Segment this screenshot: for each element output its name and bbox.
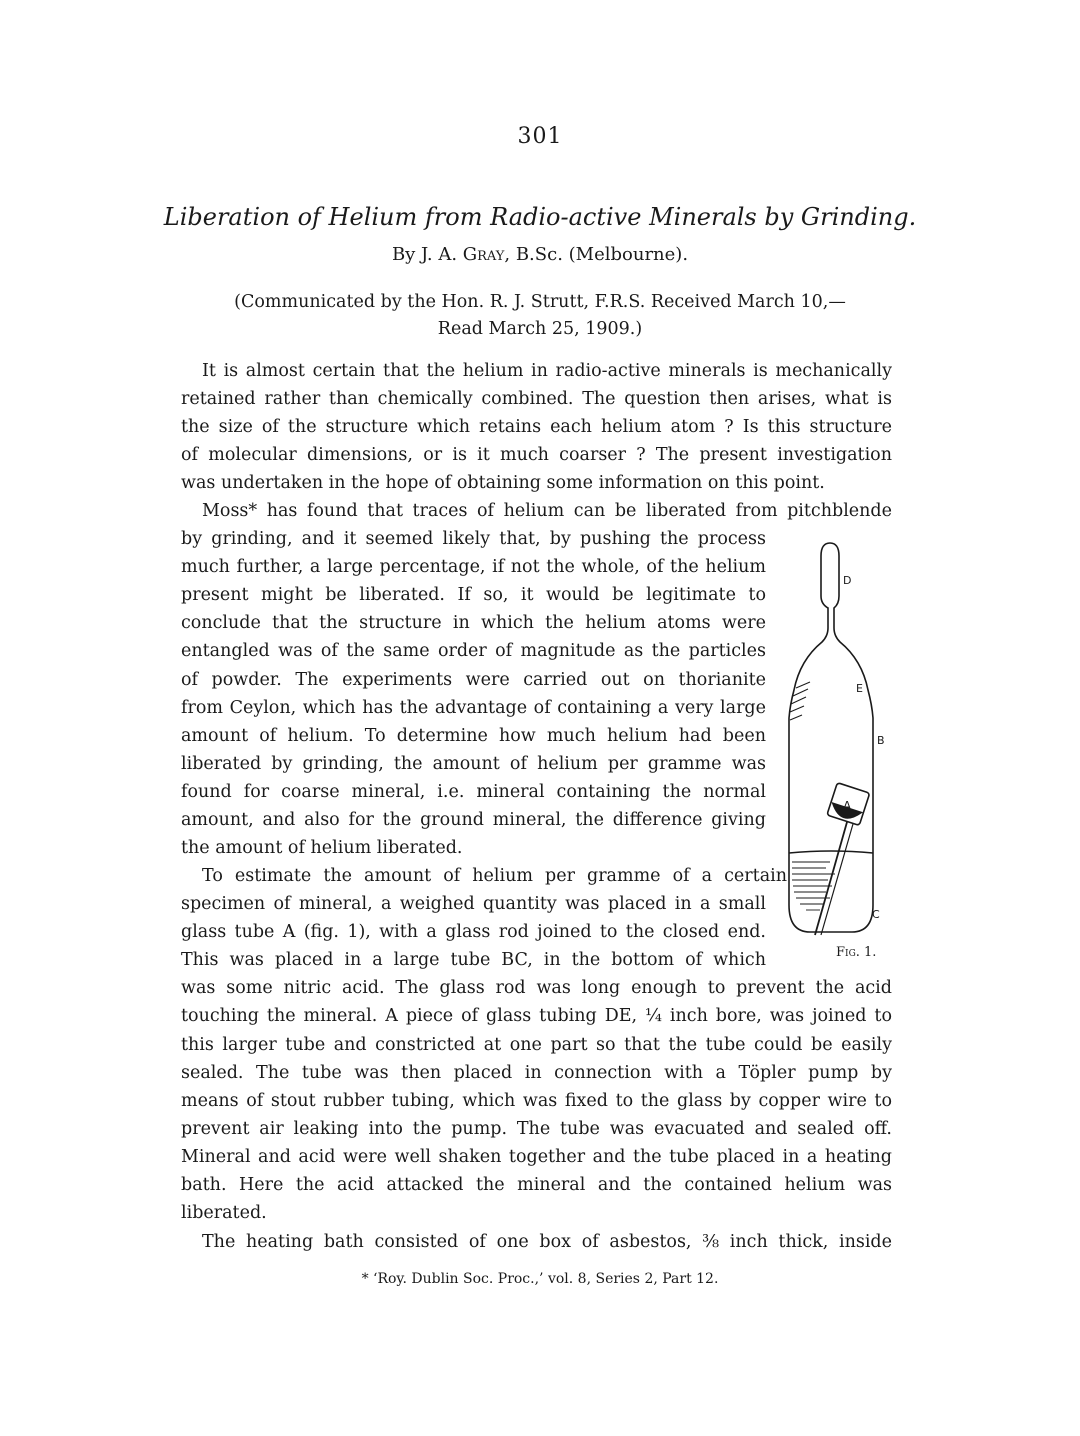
text-line: from Ceylon, which has the advantage of containing a very large: [181, 697, 766, 718]
text-line: the amount of helium liberated.: [181, 838, 463, 859]
text-line: liberated.: [181, 1203, 267, 1224]
text-line: specimen of mineral, a weighed quantity was placed in a small: [181, 894, 766, 915]
paragraph-4: [181, 1228, 892, 1256]
text-line: bath. Here the acid attacked the mineral and the contained helium was: [181, 1175, 892, 1196]
text-line: retained rather than chemically combined. The question then arises, what is: [181, 389, 892, 410]
author-line: [150, 244, 930, 265]
text-line: present might be liberated. If so, it would be legitimate to: [181, 585, 766, 606]
text-line: the size of the structure which retains each helium atom ? Is this structure: [181, 417, 892, 438]
paper-title: Liberation of Helium from Radio-active Minerals by Grinding.: [163, 203, 917, 231]
text-line: amount, and also for the ground mineral, the difference giving: [181, 810, 766, 831]
apparatus-figure: [780, 538, 900, 938]
glass-rod: [815, 815, 849, 935]
text-line: glass tube A (fig. 1), with a glass rod joined to the closed end.: [181, 922, 766, 943]
label-e: E: [856, 682, 863, 695]
text-line: of powder. The experiments were carried out on thorianite: [181, 669, 766, 690]
text-line: by grinding, and it seemed likely that, by pushing the process: [181, 529, 766, 550]
communication-line: Read March 25, 1909.): [437, 319, 643, 339]
text-line: much further, a large percentage, if not the whole, of the helium: [181, 557, 766, 578]
label-a: A: [843, 799, 852, 813]
text-line: liberated by grinding, the amount of helium per gramme was: [181, 753, 766, 774]
paragraph-1: [181, 357, 892, 497]
figure-caption: Fig. 1.: [836, 945, 877, 960]
author-surname: Gray: [462, 244, 505, 265]
label-c: C: [872, 908, 880, 921]
text-line: was some nitric acid. The glass rod was long enough to prevent the acid: [181, 978, 892, 999]
acid-hatching: [792, 862, 835, 910]
text-line: touching the mineral. A piece of glass tubing DE, ¼ inch bore, was joined to: [181, 1006, 892, 1027]
author-suffix: , B.Sc. (Melbourne).: [504, 244, 689, 265]
label-d: D: [843, 574, 852, 587]
text-line: found for coarse mineral, i.e. mineral containing the normal: [181, 781, 766, 802]
page-number: 301: [517, 124, 563, 149]
text-line: entangled was of the same order of magnitude as the particles: [181, 641, 766, 662]
text-line: Moss* has found that traces of helium can be liberated from pitchblende: [202, 501, 892, 521]
text-line: of molecular dimensions, or is it much coarser ? The present investigation: [181, 445, 892, 466]
text-line: It is almost certain that the helium in radio-active minerals is mechanically: [202, 361, 892, 381]
text-line: this larger tube and constricted at one part so that the tube could be easily: [181, 1034, 892, 1055]
text-line: was undertaken in the hope of obtaining some information on this point.: [181, 473, 825, 494]
text-line: Mineral and acid were well shaken together and the tube placed in a heating: [181, 1146, 892, 1167]
text-line: means of stout rubber tubing, which was fixed to the glass by copper wire to: [181, 1090, 892, 1111]
text-line: sealed. The tube was then placed in connection with a Töpler pump by: [181, 1062, 892, 1083]
acid-surface: [789, 851, 873, 853]
communication-line: (Communicated by the Hon. R. J. Strutt, F.R.S. Received March 10,—: [234, 292, 846, 312]
text-line: prevent air leaking into the pump. The tube was evacuated and sealed off.: [181, 1118, 892, 1139]
text-line: This was placed in a large tube BC, in the bottom of which: [181, 950, 766, 971]
text-line: To estimate the amount of helium per gramme of a certain: [202, 866, 787, 886]
text-line: The heating bath consisted of one box of asbestos, ⅜ inch thick, inside: [202, 1232, 892, 1252]
communication-note: [180, 289, 900, 343]
text-line: conclude that the structure in which the helium atoms were: [181, 613, 766, 634]
label-b: B: [877, 734, 885, 747]
footnote: * ‘Roy. Dublin Soc. Proc.,’ vol. 8, Series 2, Part 12.: [361, 1271, 719, 1287]
text-line: amount of helium. To determine how much helium had been: [181, 725, 766, 746]
author-prefix: By J. A.: [391, 244, 463, 265]
